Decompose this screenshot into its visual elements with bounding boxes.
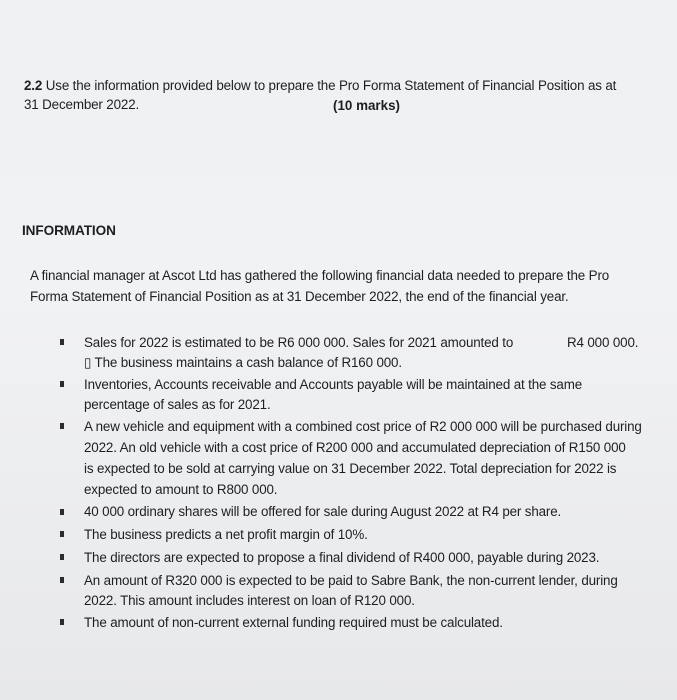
bullet-7-line-2: 2022. This amount includes interest on loan of R120 000. bbox=[84, 593, 415, 608]
question-number: 2.2 bbox=[24, 78, 43, 93]
bullet-7-line-1: An amount of R320 000 is expected to be paid to Sabre Bank, the non-current lender, during bbox=[84, 573, 618, 588]
bullet-2-line-2: percentage of sales as for 2021. bbox=[84, 397, 271, 412]
bullet-1-line-1: Sales for 2022 is estimated to be R6 000 000. Sales for 2021 amounted to bbox=[84, 335, 514, 350]
bullet-3-line-3: is expected to be sold at carrying value on 31 December 2022. Total depreciation for 2022 is bbox=[84, 461, 617, 476]
bullet-6-line-1: The directors are expected to propose a final dividend of R400 000, payable during 2023. bbox=[84, 550, 600, 565]
bullet-marker bbox=[60, 577, 64, 583]
bullet-marker bbox=[60, 381, 64, 387]
bullet-3-line-2: 2022. An old vehicle with a cost price of R200 000 and accumulated depreciation of R150 000 bbox=[84, 440, 626, 455]
bullet-4-line-1: 40 000 ordinary shares will be offered for sale during August 2022 at R4 per share. bbox=[84, 504, 562, 519]
information-heading: INFORMATION bbox=[22, 223, 116, 238]
question-line-1 bbox=[24, 77, 616, 94]
bullet-marker bbox=[60, 423, 64, 429]
bullet-marker bbox=[60, 531, 64, 537]
bullet-marker bbox=[60, 554, 64, 560]
bullet-1-line-2: ▯ The business maintains a cash balance of R160 000. bbox=[84, 355, 402, 370]
marks-label: (10 marks) bbox=[333, 98, 400, 113]
bullet-marker bbox=[60, 619, 64, 625]
bullet-3-line-1: A new vehicle and equipment with a combined cost price of R2 000 000 will be purchased during bbox=[84, 419, 642, 434]
intro-line-1: A financial manager at Ascot Ltd has gathered the following financial data needed to prepare the Pro bbox=[30, 268, 610, 283]
bullet-1-amount: R4 000 000. bbox=[567, 335, 639, 350]
question-text-1: Use the information provided below to prepare the Pro Forma Statement of Financial Position as at bbox=[45, 78, 617, 93]
intro-line-2: Forma Statement of Financial Position as at 31 December 2022, the end of the financial year. bbox=[30, 289, 569, 304]
question-line-2: 31 December 2022. bbox=[24, 97, 140, 112]
bullet-3-line-4: expected to amount to R800 000. bbox=[84, 482, 278, 497]
bullet-marker bbox=[60, 339, 64, 345]
bullet-2-line-1: Inventories, Accounts receivable and Accounts payable will be maintained at the same bbox=[84, 377, 583, 392]
bullet-8-line-1: The amount of non-current external funding required must be calculated. bbox=[84, 615, 503, 630]
bullet-marker bbox=[60, 509, 64, 515]
bullet-5-line-1: The business predicts a net profit margin of 10%. bbox=[84, 527, 368, 542]
